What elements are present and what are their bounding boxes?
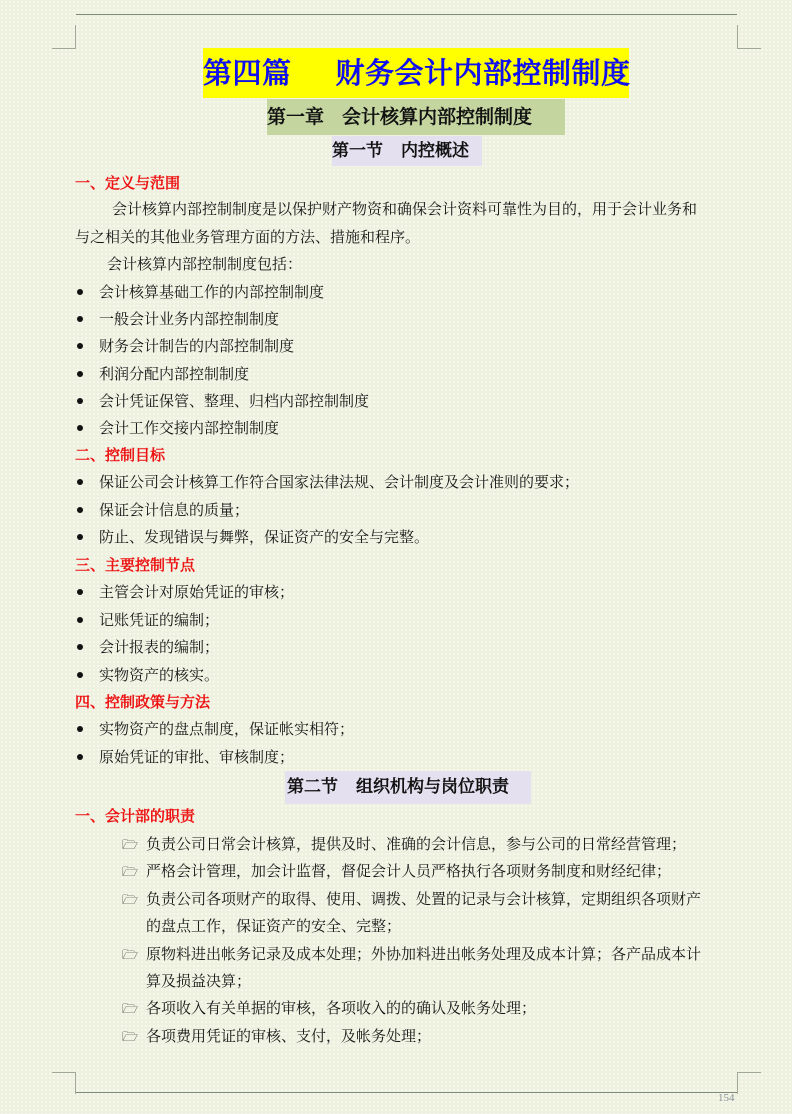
section-title-2 bbox=[285, 771, 531, 804]
section-name: 内控概述 bbox=[401, 141, 469, 161]
duty-item: 🗁 各项收入有关单据的审核，各项收入的的确认及帐务处理； bbox=[122, 998, 536, 1020]
crop-mark-top-right bbox=[737, 48, 761, 49]
part-title bbox=[203, 48, 629, 98]
duty-item: 🗁 负责公司各项财产的取得、使用、调拨、处置的记录与会计核算，定期组织各项财产 bbox=[122, 889, 701, 911]
section-number: 第一节 bbox=[332, 141, 383, 161]
list-item: 原始凭证的审批、审核制度； bbox=[75, 747, 294, 767]
bullet-dot-icon bbox=[77, 726, 83, 732]
bullet-dot-icon bbox=[77, 534, 83, 540]
crop-mark-top-right bbox=[737, 25, 738, 49]
duty-item-continuation: 的盘点工作，保证资产的安全、完整； bbox=[146, 917, 402, 935]
chapter-number: 第一章 bbox=[267, 106, 325, 128]
bullet-dot-icon bbox=[77, 672, 83, 678]
definition-paragraph-line1: 会计核算内部控制制度是以保护财产物资和确保会计资料可靠性为目的，用于会计业务和 bbox=[112, 200, 698, 218]
list-item: 一般会计业务内部控制制度 bbox=[75, 309, 279, 329]
list-item: 会计凭证保管、整理、归档内部控制制度 bbox=[75, 391, 369, 411]
crop-mark-top-left bbox=[52, 48, 76, 49]
duty-item: 🗁 原物料进出帐务记录及成本处理；外协加料进出帐务处理及成本计算；各产品成本计 bbox=[122, 944, 701, 966]
bullet-dot-icon bbox=[77, 371, 83, 377]
list-item: 保证公司会计核算工作符合国家法律法规、会计制度及会计准则的要求； bbox=[75, 472, 579, 492]
part-name: 财务会计内部控制制度 bbox=[335, 56, 631, 90]
list-item: 保证会计信息的质量； bbox=[75, 500, 249, 520]
duty-item: 🗁 严格会计管理，加会计监督，督促会计人员严格执行各项财务制度和财经纪律； bbox=[122, 861, 671, 883]
section-title-1 bbox=[332, 136, 482, 166]
open-folder-icon: 🗁 bbox=[122, 865, 139, 880]
section-name: 组织机构与岗位职责 bbox=[356, 777, 509, 797]
list-item: 利润分配内部控制制度 bbox=[75, 364, 249, 384]
bullet-dot-icon bbox=[77, 644, 83, 650]
list-item: 财务会计制告的内部控制制度 bbox=[75, 336, 294, 356]
bullet-dot-icon bbox=[77, 289, 83, 295]
list-item: 实物资产的核实。 bbox=[75, 665, 219, 685]
bullet-dot-icon bbox=[77, 343, 83, 349]
part-number: 第四篇 bbox=[203, 56, 292, 90]
list-item: 实物资产的盘点制度，保证帐实相符； bbox=[75, 719, 354, 739]
subsection-heading: 二、控制目标 bbox=[75, 446, 166, 464]
crop-mark-bottom-right bbox=[737, 1072, 761, 1073]
crop-mark-top-left bbox=[75, 25, 76, 49]
definition-paragraph-line2: 与之相关的其他业务管理方面的方法、措施和程序。 bbox=[75, 228, 421, 246]
crop-mark-bottom-left bbox=[52, 1072, 76, 1073]
bullet-dot-icon bbox=[77, 507, 83, 513]
bullet-dot-icon bbox=[77, 425, 83, 431]
open-folder-icon: 🗁 bbox=[122, 1030, 139, 1045]
list-item: 记账凭证的编制； bbox=[75, 610, 219, 630]
open-folder-icon: 🗁 bbox=[122, 893, 139, 908]
chapter-title bbox=[267, 99, 565, 135]
open-folder-icon: 🗁 bbox=[122, 948, 139, 963]
bullet-dot-icon bbox=[77, 398, 83, 404]
list-item: 会计报表的编制； bbox=[75, 637, 219, 657]
footer-rule bbox=[76, 1092, 737, 1093]
includes-intro: 会计核算内部控制制度包括： bbox=[107, 255, 303, 273]
section-number: 第二节 bbox=[287, 777, 338, 797]
duty-item: 🗁 各项费用凭证的审核、支付，及帐务处理； bbox=[122, 1026, 431, 1048]
list-item: 防止、发现错误与舞弊，保证资产的安全与完整。 bbox=[75, 527, 429, 547]
chapter-name: 会计核算内部控制制度 bbox=[342, 106, 533, 128]
bullet-dot-icon bbox=[77, 754, 83, 760]
duty-item: 🗁 负责公司日常会计核算，提供及时、准确的会计信息，参与公司的日常经营管理； bbox=[122, 834, 686, 856]
list-item: 主管会计对原始凭证的审核； bbox=[75, 582, 294, 602]
subsection-heading: 一、定义与范围 bbox=[75, 174, 181, 192]
open-folder-icon: 🗁 bbox=[122, 838, 139, 853]
page-number: 154 bbox=[718, 1092, 735, 1104]
bullet-dot-icon bbox=[77, 617, 83, 623]
subsection-heading: 四、控制政策与方法 bbox=[75, 693, 211, 711]
crop-mark-bottom-left bbox=[75, 1072, 76, 1094]
list-item: 会计核算基础工作的内部控制制度 bbox=[75, 282, 324, 302]
bullet-dot-icon bbox=[77, 479, 83, 485]
bullet-dot-icon bbox=[77, 589, 83, 595]
header-rule bbox=[76, 14, 737, 15]
open-folder-icon: 🗁 bbox=[122, 1002, 139, 1017]
duty-item-continuation: 算及损益决算； bbox=[146, 972, 252, 990]
subsection-heading: 三、主要控制节点 bbox=[75, 556, 196, 574]
bullet-dot-icon bbox=[77, 316, 83, 322]
crop-mark-bottom-right bbox=[737, 1072, 738, 1094]
list-item: 会计工作交接内部控制制度 bbox=[75, 418, 279, 438]
subsection-heading: 一、会计部的职责 bbox=[75, 807, 196, 825]
